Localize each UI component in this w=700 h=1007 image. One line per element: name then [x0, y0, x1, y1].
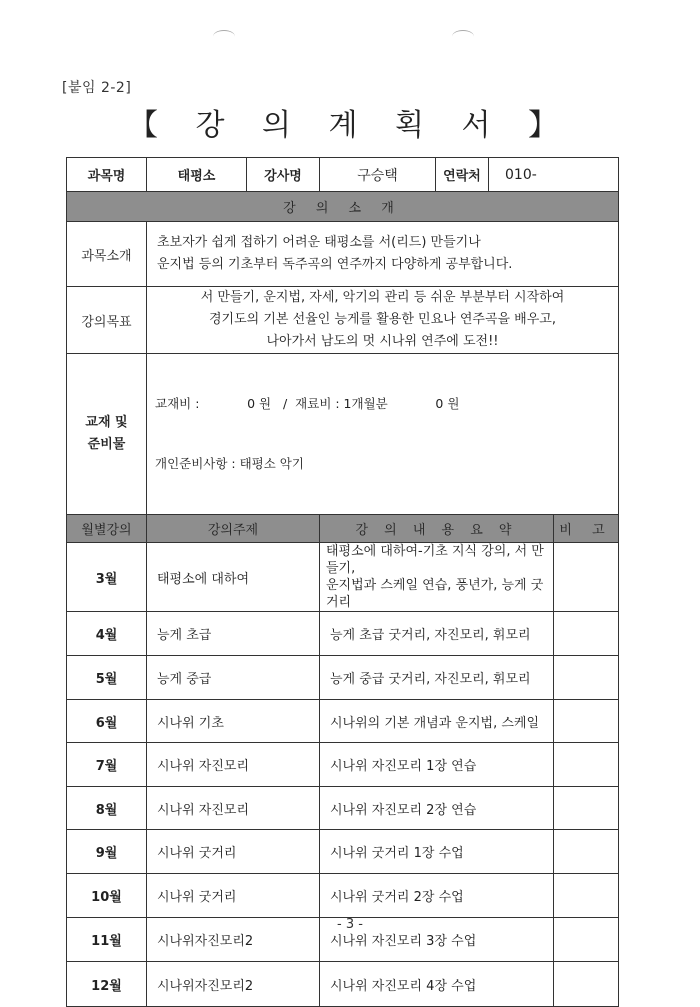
row-month: 5월	[67, 656, 147, 700]
intro-band: 강 의 소 개	[67, 192, 619, 222]
col-month: 월별강의	[67, 515, 147, 543]
row-month: 4월	[67, 612, 147, 656]
row-note	[554, 787, 619, 830]
row-note	[554, 962, 619, 1007]
table-row	[67, 874, 619, 918]
row-content: 시나위 자진모리 3장 수업	[320, 918, 554, 962]
goal-line-1: 서 만들기, 운지법, 자세, 악기의 관리 등 쉬운 부분부터 시작하여	[200, 290, 565, 305]
row-month: 11월	[67, 918, 147, 962]
materials-personal: 개인준비사항 : 태평소 악기	[155, 456, 304, 471]
row-note	[554, 656, 619, 700]
table-row	[67, 612, 619, 656]
row-topic: 시나위 기초	[147, 700, 320, 743]
intro-row	[67, 222, 619, 287]
goal-line-3: 나아가서 남도의 멋 시나위 연주에 도전!!	[266, 334, 499, 349]
row-content: 능게 중급 굿거리, 자진모리, 휘모리	[320, 656, 554, 700]
row-topic: 태평소에 대하여	[147, 543, 320, 612]
schedule-header	[67, 515, 619, 543]
row-month: 12월	[67, 962, 147, 1007]
materials-row	[67, 354, 619, 515]
row-topic: 시나위 굿거리	[147, 830, 320, 874]
table-row	[67, 787, 619, 830]
col-topic: 강의주제	[147, 515, 320, 543]
intro-label: 과목소개	[67, 222, 147, 287]
col-content: 강 의 내 용 요 약	[320, 515, 554, 543]
table-row	[67, 656, 619, 700]
row-topic: 시나위 굿거리	[147, 874, 320, 918]
row-note	[554, 612, 619, 656]
contact-value: 010-	[489, 158, 619, 192]
row-month: 6월	[67, 700, 147, 743]
row-topic: 능게 중급	[147, 656, 320, 700]
row-note	[554, 830, 619, 874]
row-topic: 시나위 자진모리	[147, 787, 320, 830]
table-row	[67, 743, 619, 787]
row-topic: 시나위자진모리2	[147, 962, 320, 1007]
row-content: 시나위 자진모리 2장 연습	[320, 787, 554, 830]
row-content: 능게 초급 굿거리, 자진모리, 휘모리	[320, 612, 554, 656]
row-content: 시나위 굿거리 2장 수업	[320, 874, 554, 918]
row-note	[554, 700, 619, 743]
lecture-plan-table	[66, 157, 619, 1007]
subject-label: 과목명	[67, 158, 147, 192]
intro-line-1: 초보자가 쉽게 접하기 어려운 태평소를 서(리드) 만들기나	[157, 235, 481, 250]
punch-hole-left	[213, 30, 235, 43]
row-content-1: 태평소에 대하여-기초 지식 강의, 서 만들기,	[326, 544, 544, 576]
row-month: 7월	[67, 743, 147, 787]
punch-hole-right	[452, 30, 474, 43]
intro-line-2: 운지법 등의 기초부터 독주곡의 연주까지 다양하게 공부합니다.	[157, 257, 513, 272]
teacher-label: 강사명	[247, 158, 320, 192]
row-note	[554, 743, 619, 787]
row-content-2: 운지법과 스케일 연습, 풍년가, 능게 굿거리	[326, 578, 544, 610]
row-content: 시나위의 기본 개념과 운지법, 스케일	[320, 700, 554, 743]
materials-label-1: 교재 및	[85, 415, 128, 430]
attachment-label: [붙임 2-2]	[62, 80, 132, 96]
row-topic: 시나위 자진모리	[147, 743, 320, 787]
row-content: 시나위 굿거리 1장 수업	[320, 830, 554, 874]
materials-fees: 교재비 : 0 원 / 재료비 : 1개월분 0 원	[155, 396, 460, 411]
table-row	[67, 962, 619, 1007]
row-note	[554, 874, 619, 918]
table-row	[67, 700, 619, 743]
col-note: 비 고	[554, 515, 619, 543]
table-row	[67, 543, 619, 612]
goal-row	[67, 287, 619, 354]
row-month: 10월	[67, 874, 147, 918]
row-content: 시나위 자진모리 4장 수업	[320, 962, 554, 1007]
teacher-value: 구승택	[320, 158, 436, 192]
row-topic: 시나위자진모리2	[147, 918, 320, 962]
goal-label: 강의목표	[67, 287, 147, 354]
document-title: 【 강 의 계 획 서 】	[127, 108, 573, 143]
goal-line-2: 경기도의 기본 선율인 능게를 활용한 민요나 연주곡을 배우고,	[208, 312, 556, 327]
subject-value: 태평소	[147, 158, 247, 192]
row-note	[554, 543, 619, 612]
table-row	[67, 830, 619, 874]
page-number: - 3 -	[337, 917, 363, 932]
row-month: 3월	[67, 543, 147, 612]
row-month: 9월	[67, 830, 147, 874]
row-content: 시나위 자진모리 1장 연습	[320, 743, 554, 787]
row-topic: 능게 초급	[147, 612, 320, 656]
contact-label: 연락처	[436, 158, 489, 192]
materials-label-2: 준비물	[87, 437, 126, 452]
row-month: 8월	[67, 787, 147, 830]
header-row	[67, 158, 619, 192]
